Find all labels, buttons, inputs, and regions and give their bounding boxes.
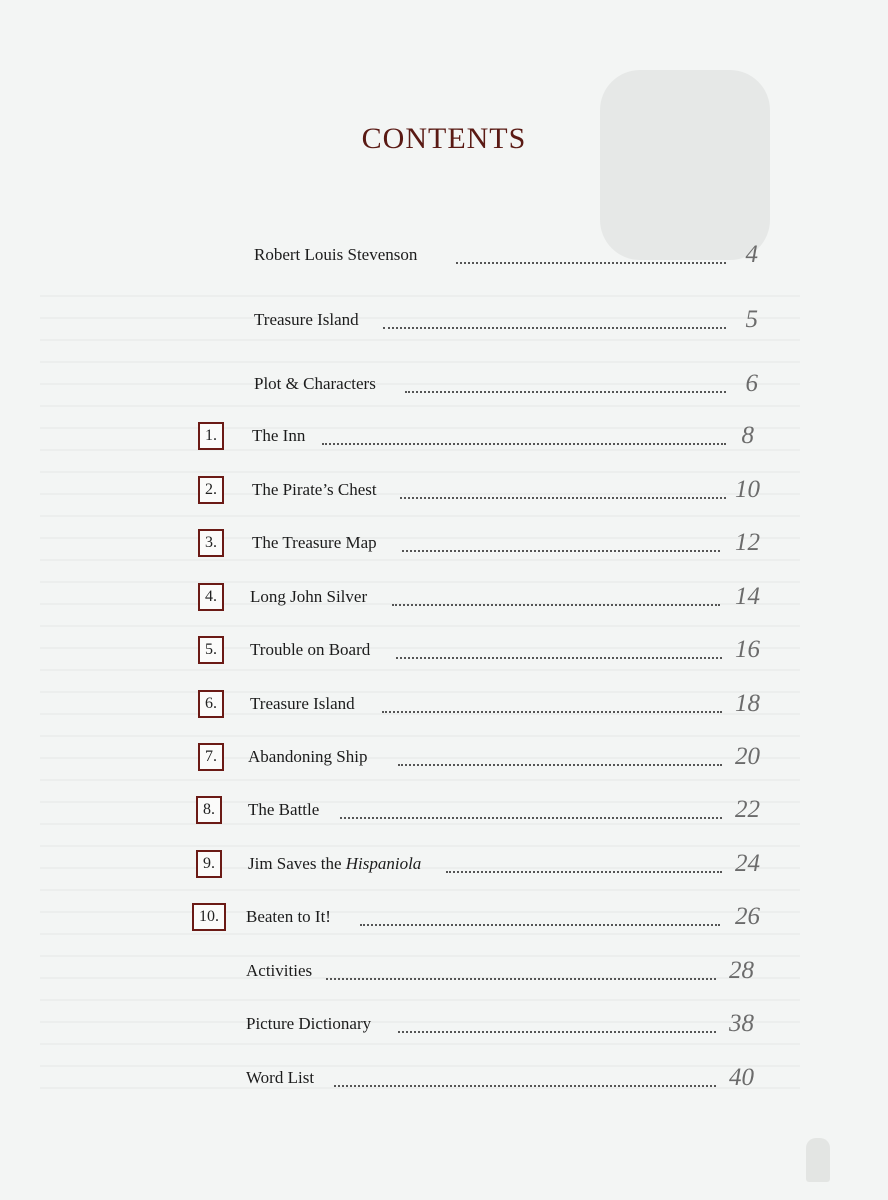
toc-entry[interactable] bbox=[0, 903, 888, 937]
entry-label: The Battle bbox=[248, 800, 320, 819]
dot-leader bbox=[392, 604, 720, 606]
pirate-figure-icon bbox=[806, 1138, 830, 1182]
dot-leader bbox=[340, 817, 722, 819]
bleed-through-photo bbox=[600, 70, 770, 260]
chapter-number-box: 3. bbox=[198, 529, 224, 557]
entry-page-number: 18 bbox=[735, 690, 760, 717]
chapter-number-box: 7. bbox=[198, 743, 224, 771]
entry-page-number: 12 bbox=[735, 529, 760, 556]
dot-leader bbox=[383, 327, 726, 329]
toc-entry[interactable] bbox=[0, 957, 888, 991]
toc-entry[interactable] bbox=[0, 583, 888, 617]
entry-page-number: 10 bbox=[735, 476, 760, 503]
dot-leader bbox=[398, 764, 722, 766]
toc-entry[interactable] bbox=[0, 636, 888, 670]
chapter-number-box: 10. bbox=[192, 903, 226, 931]
entry-label: Long John Silver bbox=[250, 587, 368, 606]
entry-page-number: 6 bbox=[745, 370, 758, 397]
entry-page-number: 20 bbox=[735, 743, 760, 770]
entry-label: Robert Louis Stevenson bbox=[254, 245, 418, 264]
entry-page-number: 40 bbox=[729, 1064, 754, 1091]
entry-label: The Treasure Map bbox=[252, 533, 377, 552]
dot-leader bbox=[400, 497, 726, 499]
entry-label: Abandoning Ship bbox=[248, 747, 368, 766]
entry-label: Word List bbox=[246, 1068, 315, 1087]
entry-label bbox=[248, 854, 421, 874]
entry-label-italic: Hispaniola bbox=[345, 854, 422, 873]
entry-label: Activities bbox=[246, 961, 313, 980]
chapter-number-box: 6. bbox=[198, 690, 224, 718]
dot-leader bbox=[398, 1031, 716, 1033]
entry-label: Picture Dictionary bbox=[246, 1014, 372, 1033]
toc-entry[interactable] bbox=[0, 796, 888, 830]
entry-page-number: 8 bbox=[741, 422, 754, 449]
entry-page-number: 14 bbox=[735, 583, 760, 610]
entry-label: Treasure Island bbox=[250, 694, 355, 713]
chapter-number-box: 5. bbox=[198, 636, 224, 664]
toc-entry[interactable] bbox=[0, 422, 888, 456]
chapter-number-box: 1. bbox=[198, 422, 224, 450]
toc-entry[interactable] bbox=[0, 1010, 888, 1044]
toc-entry[interactable] bbox=[0, 743, 888, 777]
dot-leader bbox=[402, 550, 720, 552]
entry-label: The Pirate’s Chest bbox=[252, 480, 377, 499]
entry-page-number: 5 bbox=[745, 306, 758, 333]
toc-entry[interactable] bbox=[0, 370, 888, 404]
dot-leader bbox=[360, 924, 720, 926]
toc-entry[interactable] bbox=[0, 529, 888, 563]
chapter-number-box: 9. bbox=[196, 850, 222, 878]
dot-leader bbox=[334, 1085, 716, 1087]
entry-page-number: 22 bbox=[735, 796, 760, 823]
entry-label: Plot & Characters bbox=[254, 374, 376, 393]
dot-leader bbox=[322, 443, 726, 445]
toc-entry[interactable] bbox=[0, 306, 888, 340]
page-title: CONTENTS bbox=[361, 122, 527, 155]
entry-label: Treasure Island bbox=[254, 310, 359, 329]
dot-leader bbox=[326, 978, 716, 980]
entry-page-number: 26 bbox=[735, 903, 760, 930]
chapter-number-box: 8. bbox=[196, 796, 222, 824]
toc-entry[interactable] bbox=[0, 690, 888, 724]
entry-page-number: 24 bbox=[735, 850, 760, 877]
dot-leader bbox=[405, 391, 726, 393]
entry-label-text: Jim Saves the bbox=[248, 854, 346, 873]
toc-entry[interactable] bbox=[0, 476, 888, 510]
dot-leader bbox=[396, 657, 722, 659]
toc-entry[interactable] bbox=[0, 1064, 888, 1098]
chapter-number-box: 2. bbox=[198, 476, 224, 504]
entry-page-number: 16 bbox=[735, 636, 760, 663]
dot-leader bbox=[446, 871, 722, 873]
dot-leader bbox=[382, 711, 722, 713]
toc-entry[interactable] bbox=[0, 850, 888, 884]
entry-page-number: 38 bbox=[729, 1010, 754, 1037]
chapter-number-box: 4. bbox=[198, 583, 224, 611]
entry-page-number: 4 bbox=[745, 241, 758, 268]
toc-entry[interactable] bbox=[0, 241, 888, 275]
dot-leader bbox=[456, 262, 726, 264]
entry-label: Trouble on Board bbox=[250, 640, 371, 659]
entry-page-number: 28 bbox=[729, 957, 754, 984]
entry-label: The Inn bbox=[252, 426, 306, 445]
entry-label: Beaten to It! bbox=[246, 907, 331, 926]
